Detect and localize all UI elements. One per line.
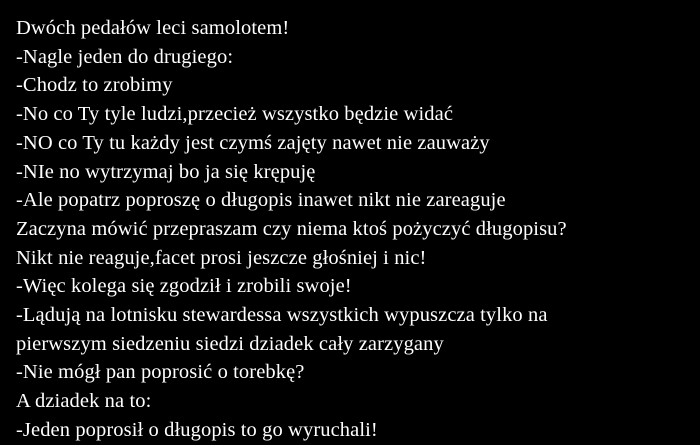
joke-line-7: -Ale popatrz poproszę o długopis inawet nikt nie zareaguje xyxy=(16,189,506,212)
joke-line-14: A dziadek na to: xyxy=(16,390,152,413)
joke-line-1: Dwóch pedałów leci samolotem! xyxy=(16,17,290,39)
joke-line-6: -NIe no wytrzymaj bo ja się krępuję xyxy=(16,160,316,183)
joke-line-9: Nikt nie reaguje,facet prosi jeszcze głośniej i nic! xyxy=(16,246,427,269)
joke-line-2: -Nagle jeden do drugiego: xyxy=(16,45,234,68)
joke-line-8: Zaczyna mówić przepraszam czy niema ktoś pożyczyć długopisu? xyxy=(16,217,567,240)
joke-line-15: -Jeden poprosił o długopis to go wyruchali! xyxy=(16,418,378,441)
joke-line-11: -Lądują na lotnisku stewardessa wszystkich wypuszcza tylko na xyxy=(16,304,548,327)
joke-line-10: -Więc kolega się zgodził i zrobili swoje! xyxy=(16,275,352,298)
joke-line-4: -No co Ty tyle ludzi,przecież wszystko będzie widać xyxy=(16,103,454,126)
joke-line-12: pierwszym siedzeniu siedzi dziadek cały zarzygany xyxy=(16,332,444,355)
joke-line-13: -Nie mógł pan poprosić o torebkę? xyxy=(16,361,305,384)
joke-line-5: -NO co Ty tu każdy jest czymś zajęty nawet nie zauważy xyxy=(16,131,490,154)
joke-line-3: -Chodz to zrobimy xyxy=(16,74,173,97)
